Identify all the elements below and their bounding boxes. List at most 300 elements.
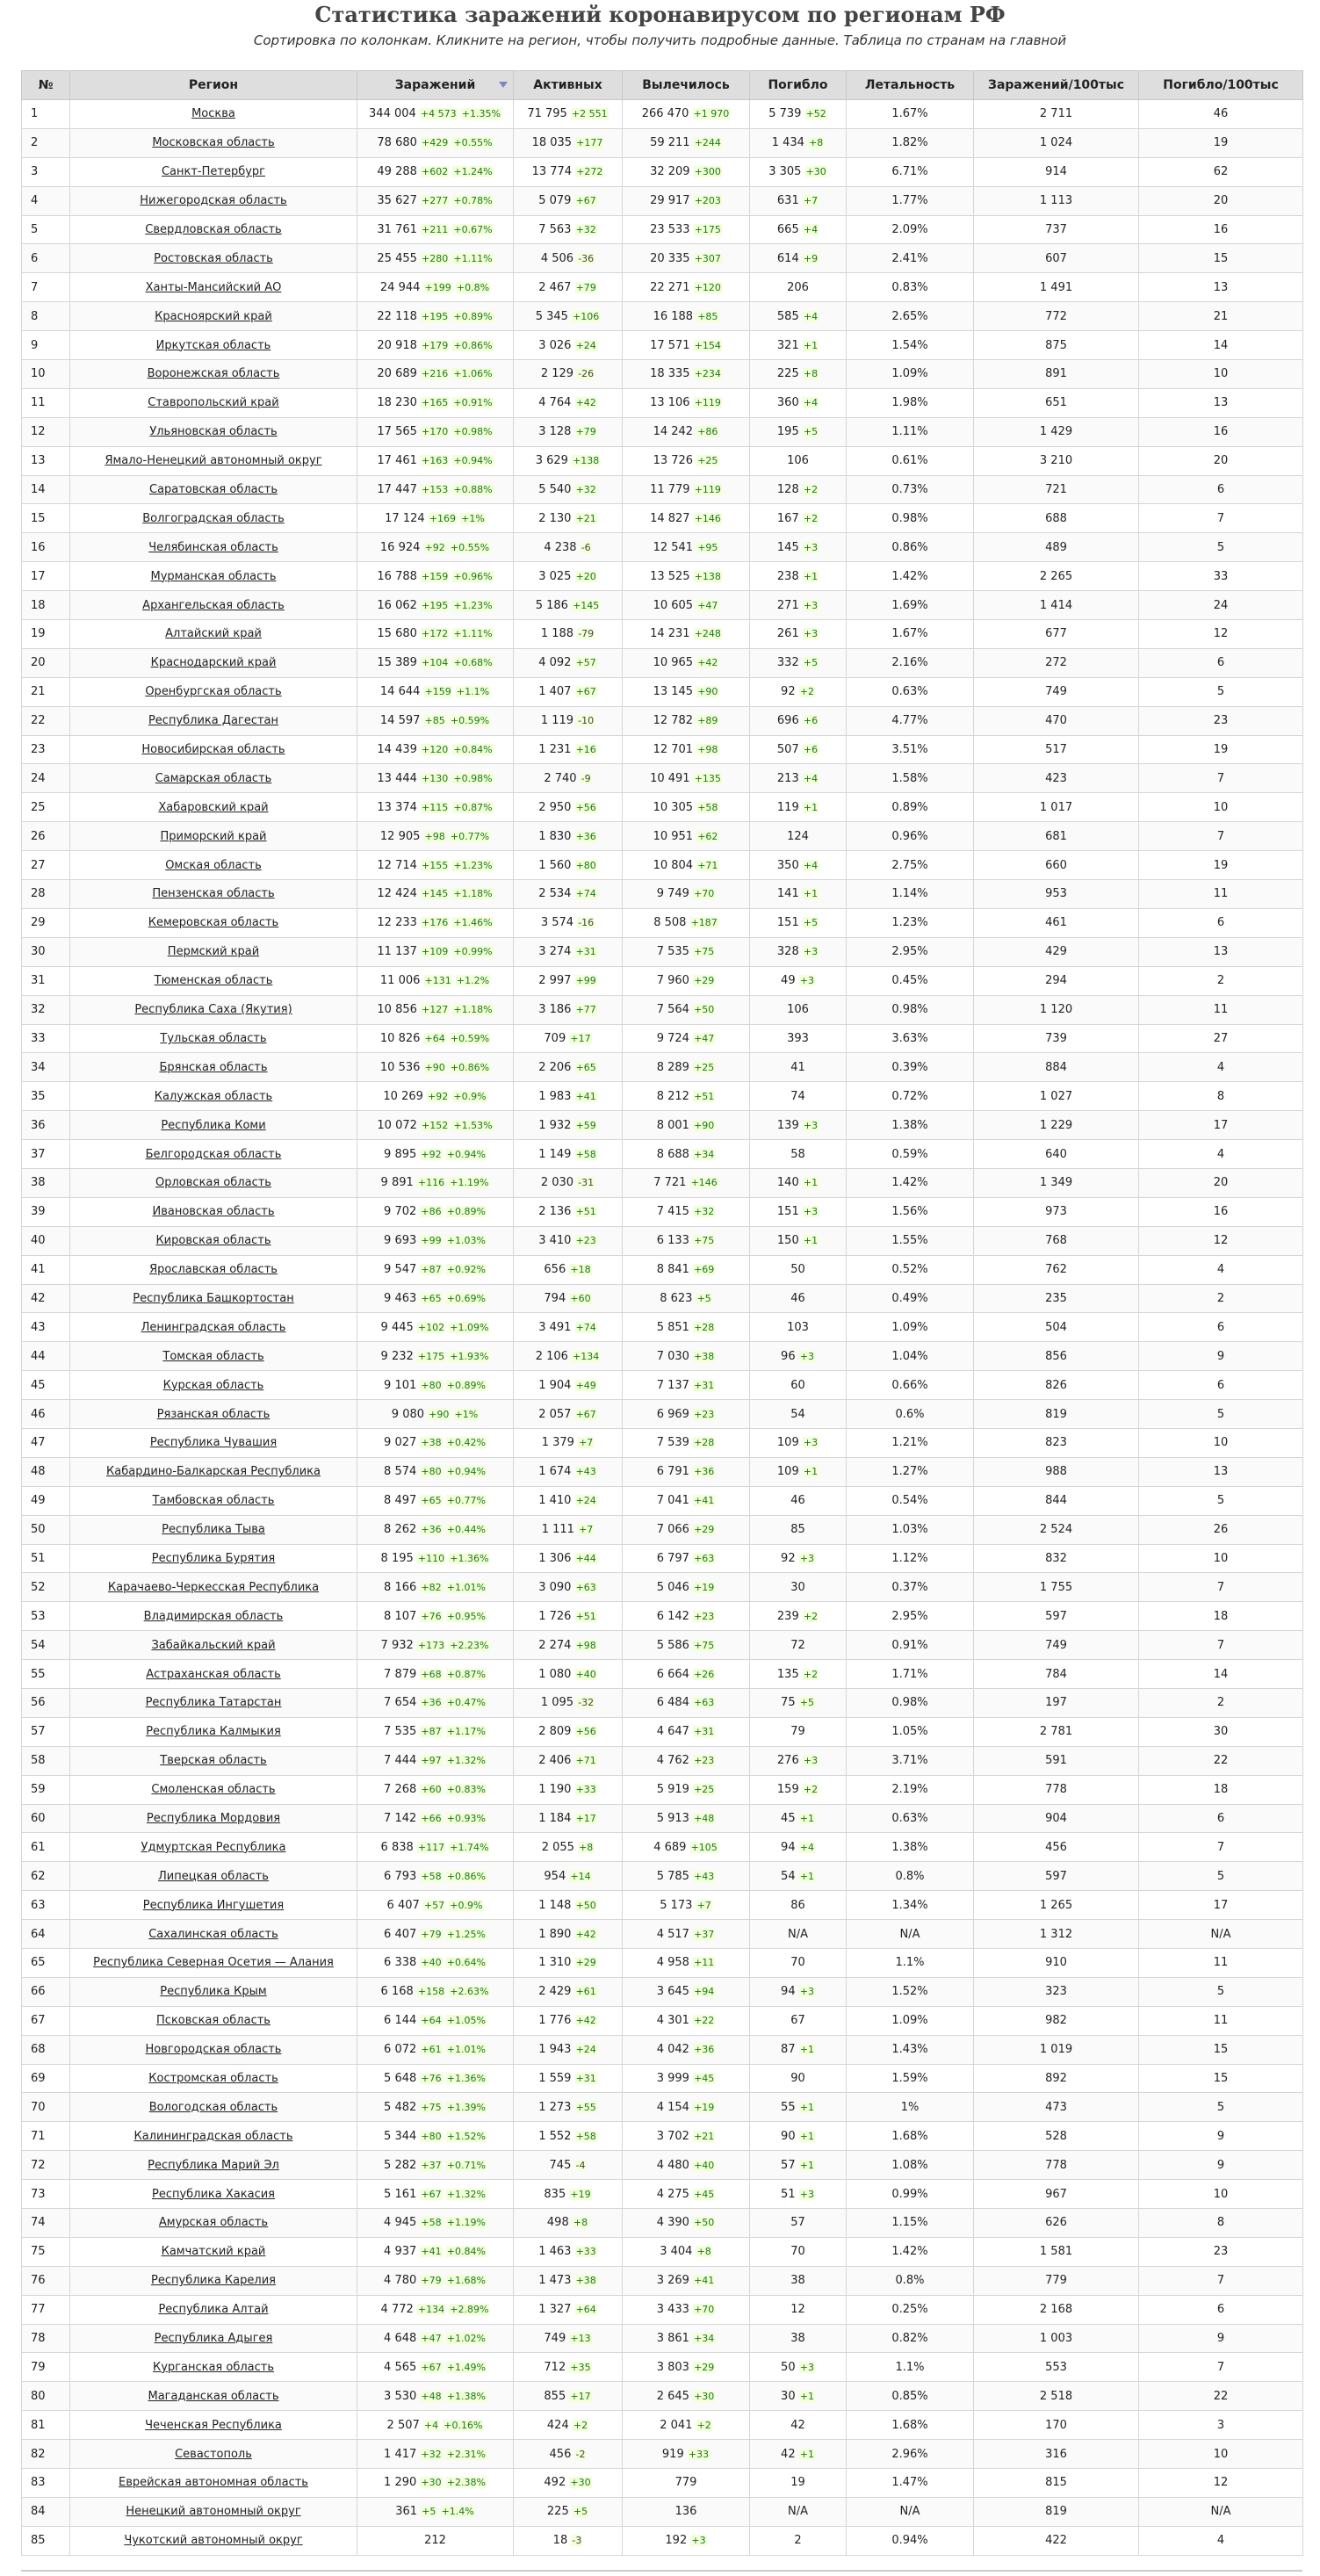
region-link[interactable]: Республика Тыва — [162, 1523, 265, 1537]
infected-delta: +58 — [421, 1870, 442, 1882]
col-header-recovered[interactable]: Вылечилось — [623, 71, 750, 100]
cell-number: 14 — [22, 475, 70, 504]
cell-deaths — [750, 1168, 847, 1197]
cell-infected-per-100k: 323 — [974, 1977, 1139, 2006]
cell-recovered — [623, 504, 750, 533]
deaths-value: 92 — [781, 1551, 796, 1565]
cell-deaths — [750, 1197, 847, 1226]
cell-infected — [357, 562, 514, 591]
region-link[interactable]: Новгородская область — [145, 2043, 282, 2057]
active-value: 1 080 — [538, 1667, 572, 1681]
cell-region — [70, 1226, 357, 1255]
active-value: 2 206 — [538, 1060, 572, 1074]
table-row — [22, 215, 1303, 244]
col-header-number[interactable]: № — [22, 71, 70, 100]
cell-deaths — [750, 417, 847, 446]
region-link[interactable]: Тюменская область — [154, 974, 273, 988]
cell-active — [514, 735, 623, 764]
cell-lethality: 1.38% — [847, 1833, 974, 1862]
region-link[interactable]: Ямало-Ненецкий автономный округ — [105, 454, 322, 468]
infected-delta-percent: +0.42% — [446, 1437, 486, 1449]
cell-region — [70, 1371, 357, 1400]
region-link[interactable]: Ленинградская область — [141, 1320, 286, 1334]
cell-active — [514, 2151, 623, 2180]
region-link[interactable]: Смоленская область — [151, 1783, 276, 1797]
deaths-value: 96 — [781, 1349, 796, 1363]
region-link[interactable]: Карачаево-Черкесская Республика — [107, 1580, 320, 1594]
region-link[interactable]: Москва — [191, 107, 235, 121]
cell-deaths-per-100k: 11 — [1139, 880, 1303, 909]
recovered-delta: +75 — [694, 946, 715, 958]
cell-deaths-per-100k: 15 — [1139, 244, 1303, 273]
recovered-value: 7 564 — [656, 1003, 689, 1017]
region-link[interactable]: Камчатский край — [161, 2245, 266, 2259]
cell-region — [70, 880, 357, 909]
recovered-delta: +26 — [694, 1668, 715, 1680]
region-link[interactable]: Пермский край — [167, 945, 260, 959]
cell-region — [70, 937, 357, 966]
deaths-value: 109 — [776, 1436, 799, 1450]
cell-infected-per-100k: 884 — [974, 1053, 1139, 1082]
region-link[interactable]: Республика Ингушетия — [142, 1898, 285, 1912]
region-link[interactable]: Волгоградская область — [142, 511, 285, 525]
region-link[interactable]: Еврейская автономная область — [119, 2476, 308, 2490]
recovered-delta: +45 — [694, 2188, 715, 2200]
region-link[interactable]: Ставропольский край — [148, 396, 279, 410]
region-link[interactable]: Республика Алтай — [158, 2303, 269, 2317]
recovered-value: 6 484 — [656, 1696, 689, 1710]
region-link[interactable]: Мурманская область — [150, 569, 277, 583]
region-link[interactable]: Республика Калмыкия — [146, 1725, 281, 1739]
infected-delta: +199 — [424, 281, 451, 293]
infected-delta-percent: +0.89% — [453, 310, 493, 322]
region-link[interactable]: Магаданская область — [148, 2389, 279, 2403]
cell-number: 17 — [22, 562, 70, 591]
cell-lethality: 0.98% — [847, 504, 974, 533]
cell-infected-per-100k: 597 — [974, 1602, 1139, 1631]
cell-infected-per-100k: 737 — [974, 215, 1139, 244]
cell-deaths-per-100k: 10 — [1139, 360, 1303, 389]
col-header-region[interactable]: Регион — [70, 71, 357, 100]
region-link[interactable]: Тверская область — [160, 1754, 267, 1768]
cell-infected-per-100k: 1 027 — [974, 1082, 1139, 1111]
table-row — [22, 417, 1303, 446]
region-link[interactable]: Оренбургская область — [145, 685, 282, 699]
table-row — [22, 822, 1303, 851]
infected-delta-percent: +0.64% — [446, 1957, 486, 1969]
region-link[interactable]: Республика Бурятия — [151, 1551, 276, 1565]
region-link[interactable]: Брянская область — [159, 1060, 268, 1074]
cell-lethality: 1.09% — [847, 1313, 974, 1342]
table-row — [22, 1428, 1303, 1457]
infected-delta: +170 — [422, 426, 449, 438]
cell-active — [514, 1197, 623, 1226]
col-header-deaths-per-100k[interactable]: Погибло/100тыс — [1139, 71, 1303, 100]
infected-value: 6 793 — [384, 1869, 417, 1883]
active-delta: +99 — [575, 975, 596, 987]
infected-delta-percent: +1.06% — [453, 368, 493, 380]
recovered-value: 8 688 — [656, 1147, 689, 1161]
deaths-delta: +8 — [803, 368, 819, 380]
region-link[interactable]: Севастополь — [175, 2447, 252, 2461]
infected-delta: +4 — [423, 2419, 439, 2431]
infected-delta: +57 — [423, 1899, 445, 1911]
cell-lethality: 4.77% — [847, 706, 974, 735]
region-link[interactable]: Республика Марий Эл — [148, 2158, 279, 2172]
active-delta: +23 — [575, 1235, 596, 1247]
cell-infected-per-100k: 739 — [974, 1024, 1139, 1053]
table-row — [22, 1717, 1303, 1746]
active-value: 225 — [546, 2505, 569, 2519]
cell-deaths — [750, 2209, 847, 2238]
region-link[interactable]: Томская область — [162, 1349, 264, 1363]
recovered-delta: +146 — [694, 512, 721, 524]
table-row — [22, 1949, 1303, 1978]
cell-deaths-per-100k: 12 — [1139, 620, 1303, 649]
cell-infected-per-100k: 973 — [974, 1197, 1139, 1226]
cell-region — [70, 1082, 357, 1111]
recovered-value: 12 701 — [653, 743, 694, 757]
region-link[interactable]: Забайкальский край — [151, 1638, 276, 1652]
infected-delta-percent: +2.31% — [446, 2448, 486, 2460]
region-link[interactable]: Липецкая область — [158, 1869, 269, 1883]
cell-lethality: 2.96% — [847, 2440, 974, 2469]
region-link[interactable]: Чукотский автономный округ — [124, 2534, 303, 2548]
cell-number: 39 — [22, 1197, 70, 1226]
infected-delta: +80 — [421, 1466, 442, 1478]
cell-recovered — [623, 2093, 750, 2122]
infected-value: 9 445 — [380, 1320, 414, 1334]
region-link[interactable]: Краснодарский край — [150, 656, 277, 670]
region-link[interactable]: Республика Карелия — [151, 2274, 276, 2288]
infected-delta: +65 — [421, 1292, 442, 1304]
active-value: 498 — [546, 2216, 569, 2230]
active-delta: +49 — [575, 1379, 596, 1391]
region-link[interactable]: Алтайский край — [165, 627, 262, 641]
cell-region — [70, 2151, 357, 2180]
deaths-value: 150 — [776, 1234, 799, 1248]
cell-deaths — [750, 2151, 847, 2180]
recovered-value: 2 041 — [660, 2418, 693, 2432]
cell-number: 63 — [22, 1891, 70, 1920]
recovered-value: 10 965 — [653, 656, 694, 670]
region-link[interactable]: Республика Адыгея — [154, 2332, 273, 2346]
cell-infected — [357, 1688, 514, 1717]
cell-active — [514, 186, 623, 215]
region-link[interactable]: Челябинская область — [148, 540, 278, 554]
cell-recovered — [623, 2440, 750, 2469]
cell-active — [514, 2497, 623, 2526]
infected-delta-percent: +1.02% — [446, 2333, 486, 2345]
recovered-delta: +234 — [694, 368, 721, 380]
region-link[interactable]: Сахалинская область — [148, 1927, 278, 1941]
region-link[interactable]: Костромская область — [148, 2072, 278, 2085]
col-header-infected[interactable] — [357, 71, 514, 100]
cell-infected — [357, 1428, 514, 1457]
deaths-delta: +1 — [803, 570, 819, 582]
infected-delta: +116 — [417, 1177, 445, 1189]
region-link[interactable]: Вологодская область — [148, 2100, 278, 2114]
region-link[interactable]: Орловская область — [155, 1176, 271, 1190]
recovered-value: 5 173 — [660, 1898, 693, 1912]
cell-region — [70, 388, 357, 417]
active-value: 709 — [544, 1031, 566, 1045]
region-link[interactable]: Московская область — [152, 136, 275, 150]
recovered-value: 5 046 — [656, 1580, 689, 1594]
cell-recovered — [623, 2382, 750, 2411]
cell-deaths — [750, 1949, 847, 1978]
infected-delta-percent: +0.89% — [446, 1379, 486, 1391]
recovered-delta: +119 — [694, 397, 721, 409]
deaths-delta: +30 — [805, 166, 826, 178]
region-link[interactable]: Ивановская область — [152, 1205, 275, 1219]
active-value: 1 726 — [538, 1609, 572, 1623]
table-row — [22, 1775, 1303, 1804]
col-header-infected-per-100k[interactable]: Заражений/100тыс — [974, 71, 1139, 100]
cell-active — [514, 2295, 623, 2324]
region-link[interactable]: Республика Мордовия — [146, 1811, 281, 1825]
deaths-value: 85 — [790, 1523, 805, 1537]
recovered-value: 59 211 — [650, 136, 690, 150]
cell-recovered — [623, 2006, 750, 2035]
active-value: 2 030 — [540, 1176, 574, 1190]
cell-deaths-per-100k: 5 — [1139, 1486, 1303, 1515]
cell-infected-per-100k: 910 — [974, 1949, 1139, 1978]
table-row — [22, 2209, 1303, 2238]
region-link[interactable]: Приморский край — [160, 829, 267, 843]
cell-recovered — [623, 475, 750, 504]
region-link[interactable]: Омская область — [165, 858, 262, 872]
active-delta: +32 — [575, 484, 596, 496]
active-value: 1 830 — [538, 829, 572, 843]
region-link[interactable]: Калининградская область — [133, 2129, 293, 2143]
region-link[interactable]: Новосибирская область — [141, 743, 285, 757]
deaths-value: 74 — [790, 1089, 805, 1103]
region-link[interactable]: Воронежская область — [147, 367, 280, 381]
infected-delta-percent: +1.23% — [453, 859, 493, 871]
region-link[interactable]: Астраханская область — [146, 1667, 281, 1681]
cell-active — [514, 244, 623, 273]
region-link[interactable]: Республика Саха (Якутия) — [134, 1003, 292, 1017]
region-link[interactable]: Кировская область — [155, 1234, 271, 1248]
recovered-delta: +90 — [697, 686, 718, 698]
region-link[interactable]: Санкт-Петербург — [161, 165, 266, 179]
cell-active — [514, 331, 623, 360]
cell-deaths-per-100k: 13 — [1139, 388, 1303, 417]
region-link[interactable]: Ярославская область — [149, 1263, 278, 1277]
cell-region — [70, 504, 357, 533]
cell-deaths — [750, 2526, 847, 2555]
region-link[interactable]: Кемеровская область — [148, 916, 279, 930]
cell-lethality: 0.99% — [847, 2180, 974, 2209]
cell-deaths — [750, 2497, 847, 2526]
deaths-delta: +2 — [803, 512, 819, 524]
deaths-value: 5 739 — [768, 107, 802, 121]
active-value: 3 491 — [538, 1320, 572, 1334]
region-link[interactable]: Амурская область — [158, 2216, 269, 2230]
cell-infected-per-100k: 784 — [974, 1660, 1139, 1689]
cell-region — [70, 1255, 357, 1284]
recovered-delta: +32 — [694, 1206, 715, 1218]
cell-infected — [357, 1255, 514, 1284]
region-link[interactable]: Красноярский край — [155, 309, 272, 323]
region-link[interactable]: Ульяновская область — [149, 425, 278, 439]
region-link[interactable]: Республика Дагестан — [148, 714, 279, 728]
recovered-delta: +5 — [696, 1292, 711, 1304]
cell-recovered — [623, 764, 750, 793]
infected-value: 8 107 — [384, 1609, 417, 1623]
deaths-value: 90 — [781, 2129, 796, 2143]
cell-active — [514, 1024, 623, 1053]
cell-infected — [357, 1631, 514, 1660]
infected-value: 9 891 — [380, 1176, 414, 1190]
cell-region — [70, 128, 357, 157]
table-row — [22, 157, 1303, 186]
region-link[interactable]: Удмуртская Республика — [141, 1840, 286, 1854]
deaths-value: 30 — [781, 2389, 796, 2403]
region-link[interactable]: Кабардино-Балкарская Республика — [106, 1465, 321, 1479]
table-row — [22, 677, 1303, 706]
region-link[interactable]: Самарская область — [155, 771, 272, 785]
recovered-value: 3 702 — [656, 2129, 689, 2143]
region-link[interactable]: Ханты-Мансийский АО — [145, 280, 282, 294]
cell-infected-per-100k: 749 — [974, 1631, 1139, 1660]
cell-infected-per-100k: 819 — [974, 2497, 1139, 2526]
region-link[interactable]: Республика Татарстан — [145, 1696, 282, 1710]
cell-recovered — [623, 2151, 750, 2180]
region-link[interactable]: Ростовская область — [154, 251, 273, 265]
region-link[interactable]: Архангельская область — [142, 598, 285, 612]
region-link[interactable]: Ненецкий автономный округ — [126, 2505, 301, 2519]
deaths-value: 79 — [790, 1725, 805, 1739]
recovered-delta: +248 — [694, 628, 721, 640]
region-link[interactable]: Калужская область — [154, 1089, 273, 1103]
cell-deaths-per-100k: 14 — [1139, 1660, 1303, 1689]
active-value: 18 — [552, 2534, 568, 2548]
cell-lethality: 2.95% — [847, 937, 974, 966]
region-link[interactable]: Курская область — [162, 1378, 264, 1392]
infected-delta-percent: +0.69% — [446, 1292, 486, 1304]
active-value: 1 184 — [538, 1811, 572, 1825]
infected-delta-percent: +0.94% — [446, 1466, 486, 1478]
table-row — [22, 880, 1303, 909]
active-value: 2 534 — [538, 887, 572, 901]
cell-lethality: 0.6% — [847, 1400, 974, 1429]
recovered-value: 13 726 — [653, 454, 694, 468]
col-header-active[interactable]: Активных — [514, 71, 623, 100]
region-link[interactable]: Псковская область — [156, 2014, 270, 2028]
region-link[interactable]: Рязанская область — [156, 1407, 270, 1421]
cell-active — [514, 215, 623, 244]
region-link[interactable]: Хабаровский край — [158, 800, 269, 814]
table-row — [22, 591, 1303, 620]
cell-infected — [357, 215, 514, 244]
cell-recovered — [623, 1660, 750, 1689]
region-link[interactable]: Пензенская область — [152, 887, 275, 901]
cell-recovered — [623, 331, 750, 360]
recovered-delta: +175 — [694, 224, 721, 235]
region-link[interactable]: Саратовская область — [149, 483, 278, 497]
infected-delta: +68 — [421, 1668, 442, 1680]
recovered-delta: +63 — [694, 1552, 715, 1564]
recovered-delta: +47 — [694, 1032, 715, 1044]
col-header-lethality[interactable]: Летальность — [847, 71, 974, 100]
table-row — [22, 100, 1303, 129]
cell-active — [514, 908, 623, 937]
region-link[interactable]: Курганская область — [152, 2360, 275, 2374]
cell-recovered — [623, 851, 750, 880]
cell-lethality: 1.21% — [847, 1428, 974, 1457]
region-link[interactable]: Республика Хакасия — [151, 2187, 275, 2201]
infected-delta-percent: +1.1% — [456, 686, 490, 698]
recovered-value: 4 689 — [653, 1840, 687, 1854]
deaths-delta: +6 — [803, 744, 819, 756]
active-value: 1 776 — [538, 2014, 572, 2028]
active-value: 2 406 — [538, 1754, 572, 1768]
region-link[interactable]: Республика Коми — [161, 1118, 266, 1132]
active-delta: +8 — [579, 1841, 594, 1853]
cell-deaths-per-100k: 7 — [1139, 1631, 1303, 1660]
recovered-delta: +36 — [694, 1466, 715, 1478]
cell-lethality: 2.41% — [847, 244, 974, 273]
cell-lethality: 0.49% — [847, 1284, 974, 1313]
region-link[interactable]: Республика Башкортостан — [133, 1291, 294, 1305]
cell-lethality: 1.42% — [847, 1168, 974, 1197]
infected-value: 9 463 — [384, 1291, 417, 1305]
table-row — [22, 1631, 1303, 1660]
cell-infected-per-100k: 422 — [974, 2526, 1139, 2555]
cell-infected-per-100k: 749 — [974, 677, 1139, 706]
region-link[interactable]: Республика Чувашия — [149, 1436, 278, 1450]
cell-number: 65 — [22, 1949, 70, 1978]
cell-active — [514, 706, 623, 735]
cell-deaths — [750, 1255, 847, 1284]
recovered-value: 5 851 — [656, 1320, 689, 1334]
deaths-delta: +3 — [803, 628, 819, 640]
region-link[interactable]: Свердловская область — [145, 223, 282, 236]
infected-delta: +99 — [421, 1235, 442, 1247]
infected-delta-percent: +1.24% — [453, 166, 493, 178]
cell-recovered — [623, 1226, 750, 1255]
cell-infected — [357, 388, 514, 417]
recovered-value: 7 539 — [656, 1436, 689, 1450]
col-header-deaths[interactable]: Погибло — [750, 71, 847, 100]
active-value: 424 — [546, 2418, 569, 2432]
region-link[interactable]: Республика Северная Осетия — Алания — [93, 1956, 334, 1970]
region-link[interactable]: Белгородская область — [145, 1147, 282, 1161]
region-link[interactable]: Республика Крым — [160, 1985, 267, 1999]
active-delta: +29 — [575, 1957, 596, 1969]
region-link[interactable]: Тульская область — [160, 1031, 267, 1045]
cell-infected — [357, 2151, 514, 2180]
cell-infected-per-100k: 1 581 — [974, 2237, 1139, 2266]
region-link[interactable]: Чеченская Республика — [145, 2418, 282, 2432]
deaths-value: 276 — [776, 1754, 799, 1768]
cell-infected-per-100k: 423 — [974, 764, 1139, 793]
region-link[interactable]: Нижегородская область — [140, 194, 287, 208]
table-row — [22, 764, 1303, 793]
infected-delta: +4 573 — [420, 108, 457, 120]
region-link[interactable]: Владимирская область — [143, 1609, 284, 1623]
active-delta: +24 — [575, 339, 596, 351]
cell-active — [514, 2353, 623, 2382]
cell-deaths-per-100k: 20 — [1139, 186, 1303, 215]
region-link[interactable]: Иркутская область — [155, 338, 271, 352]
infected-delta-percent: +1.23% — [453, 599, 493, 611]
region-link[interactable]: Тамбовская область — [152, 1494, 275, 1508]
cell-deaths-per-100k: 16 — [1139, 215, 1303, 244]
cell-deaths-per-100k: 21 — [1139, 302, 1303, 331]
